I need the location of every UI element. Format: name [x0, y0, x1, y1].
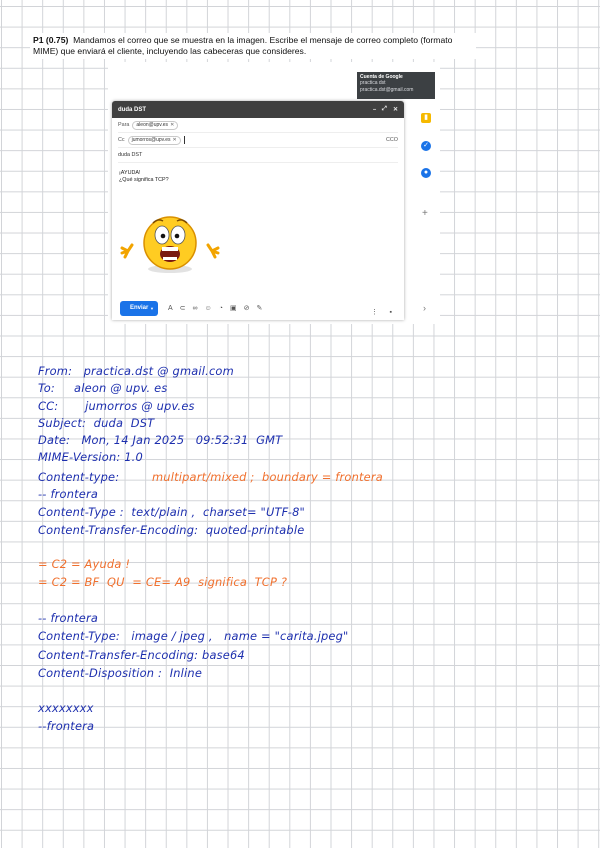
hw-line-body-2: = C2 = BF QU = CE= A9 significa TCP ?: [38, 575, 288, 589]
tooltip-title: Cuenta de Google: [360, 74, 403, 80]
hw-line-image-content-type: Content-Type: image / jpeg , name = "carita.jpeg": [38, 629, 349, 643]
hw-line-date: Date: Mon, 14 Jan 2025 09:52:31 GMT: [38, 433, 283, 447]
cc-chip[interactable]: [128, 136, 181, 145]
tooltip-email: practica.dst@gmail.com: [360, 86, 414, 93]
message-body[interactable]: [119, 170, 397, 184]
expand-icon[interactable]: ⤢: [382, 106, 387, 112]
trash-icon[interactable]: ▪: [389, 309, 392, 316]
hw-line-to: To: aleon @ upv. es: [38, 381, 168, 395]
drive-icon[interactable]: ◔: [218, 304, 223, 312]
attach-icon[interactable]: ⊂: [179, 305, 186, 312]
cc-chip-label: jumorros@upv.es: [131, 136, 171, 143]
body-line-2: ¿Qué significa TCP?: [119, 177, 169, 183]
emoji-icon[interactable]: ☺: [204, 304, 212, 312]
hw-line-disposition: Content-Disposition : Inline: [38, 666, 203, 680]
hw-line-content-type-value: multipart/mixed ; boundary = frontera: [152, 470, 383, 484]
hw-line-boundary-3: --frontera: [38, 719, 95, 733]
remove-chip-icon[interactable]: ✕: [172, 136, 177, 143]
hw-line-body-1: = C2 = Ayuda !: [38, 557, 131, 571]
hw-line-content-type-label: Content-type:: [38, 470, 120, 484]
link-icon[interactable]: ∞: [192, 304, 198, 312]
question-statement: [30, 33, 476, 59]
compose-footer: [112, 296, 404, 320]
compose-window: [112, 101, 404, 320]
contacts-icon[interactable]: ●: [421, 168, 431, 178]
hw-line-boundary-2: -- frontera: [38, 611, 99, 625]
subject-field[interactable]: [118, 148, 398, 163]
hw-line-from: From: practica.dst @ gmail.com: [38, 364, 234, 378]
hw-line-image-encoding: Content-Transfer-Encoding: base64: [38, 648, 245, 662]
send-options-icon[interactable]: ▼: [150, 305, 154, 311]
chevron-right-icon[interactable]: ›: [423, 303, 426, 313]
hw-line-base64-data: xxxxxxxx: [38, 701, 94, 715]
add-addon-icon[interactable]: +: [422, 208, 428, 219]
cco-link[interactable]: CCO: [386, 137, 398, 143]
tasks-icon[interactable]: ✓: [421, 141, 431, 151]
hw-line-transfer-encoding: Content-Transfer-Encoding: quoted-printable: [38, 523, 305, 537]
hw-line-subject: Subject: duda DST: [38, 416, 155, 430]
text-cursor: [184, 136, 185, 144]
close-icon[interactable]: ✕: [392, 107, 398, 113]
hw-line-boundary-1: -- frontera: [38, 487, 99, 501]
recipient-chip[interactable]: [132, 121, 178, 130]
question-text: Mandamos el correo que se muestra en la imagen. Escribe el mensaje de correo completo (formato MIME) que enviará el cliente, incluyendo las cabeceras que consideres.: [33, 35, 453, 56]
hw-line-cc: CC: jumorros @ upv.es: [38, 399, 195, 413]
question-number: P1 (0.75): [33, 35, 69, 45]
send-label: Enviar: [130, 305, 149, 311]
compose-title: duda DST: [118, 106, 146, 113]
hw-line-text-content-type: Content-Type : text/plain , charset= "UTF-8": [38, 505, 305, 519]
cc-row[interactable]: [118, 133, 398, 148]
photo-icon[interactable]: ▣: [229, 305, 237, 312]
minimize-icon[interactable]: –: [372, 106, 377, 113]
lock-icon[interactable]: ⊘: [243, 305, 250, 312]
compose-header: [112, 101, 404, 118]
hw-line-mime-version: MIME-Version: 1.0: [38, 450, 143, 464]
footer-right-tools: [364, 301, 392, 319]
to-row[interactable]: [118, 118, 398, 133]
tooltip-name: practica dst: [360, 80, 386, 87]
keep-icon[interactable]: ▮: [421, 113, 431, 123]
send-button[interactable]: [120, 301, 158, 316]
google-account-tooltip: [357, 72, 435, 99]
pen-icon[interactable]: ✎: [256, 305, 263, 312]
subject-value: duda DST: [118, 152, 143, 158]
cc-label: Cc: [118, 137, 125, 143]
panic-emoji-image: [120, 209, 220, 277]
recipient-chip-label: aleon@upv.es: [136, 121, 169, 128]
body-line-1: ¡AYUDA!: [119, 170, 141, 176]
more-options-icon[interactable]: ⋮: [371, 309, 379, 316]
remove-chip-icon[interactable]: ✕: [170, 121, 175, 128]
to-label: Para: [118, 122, 130, 128]
format-icon[interactable]: A: [168, 304, 173, 312]
